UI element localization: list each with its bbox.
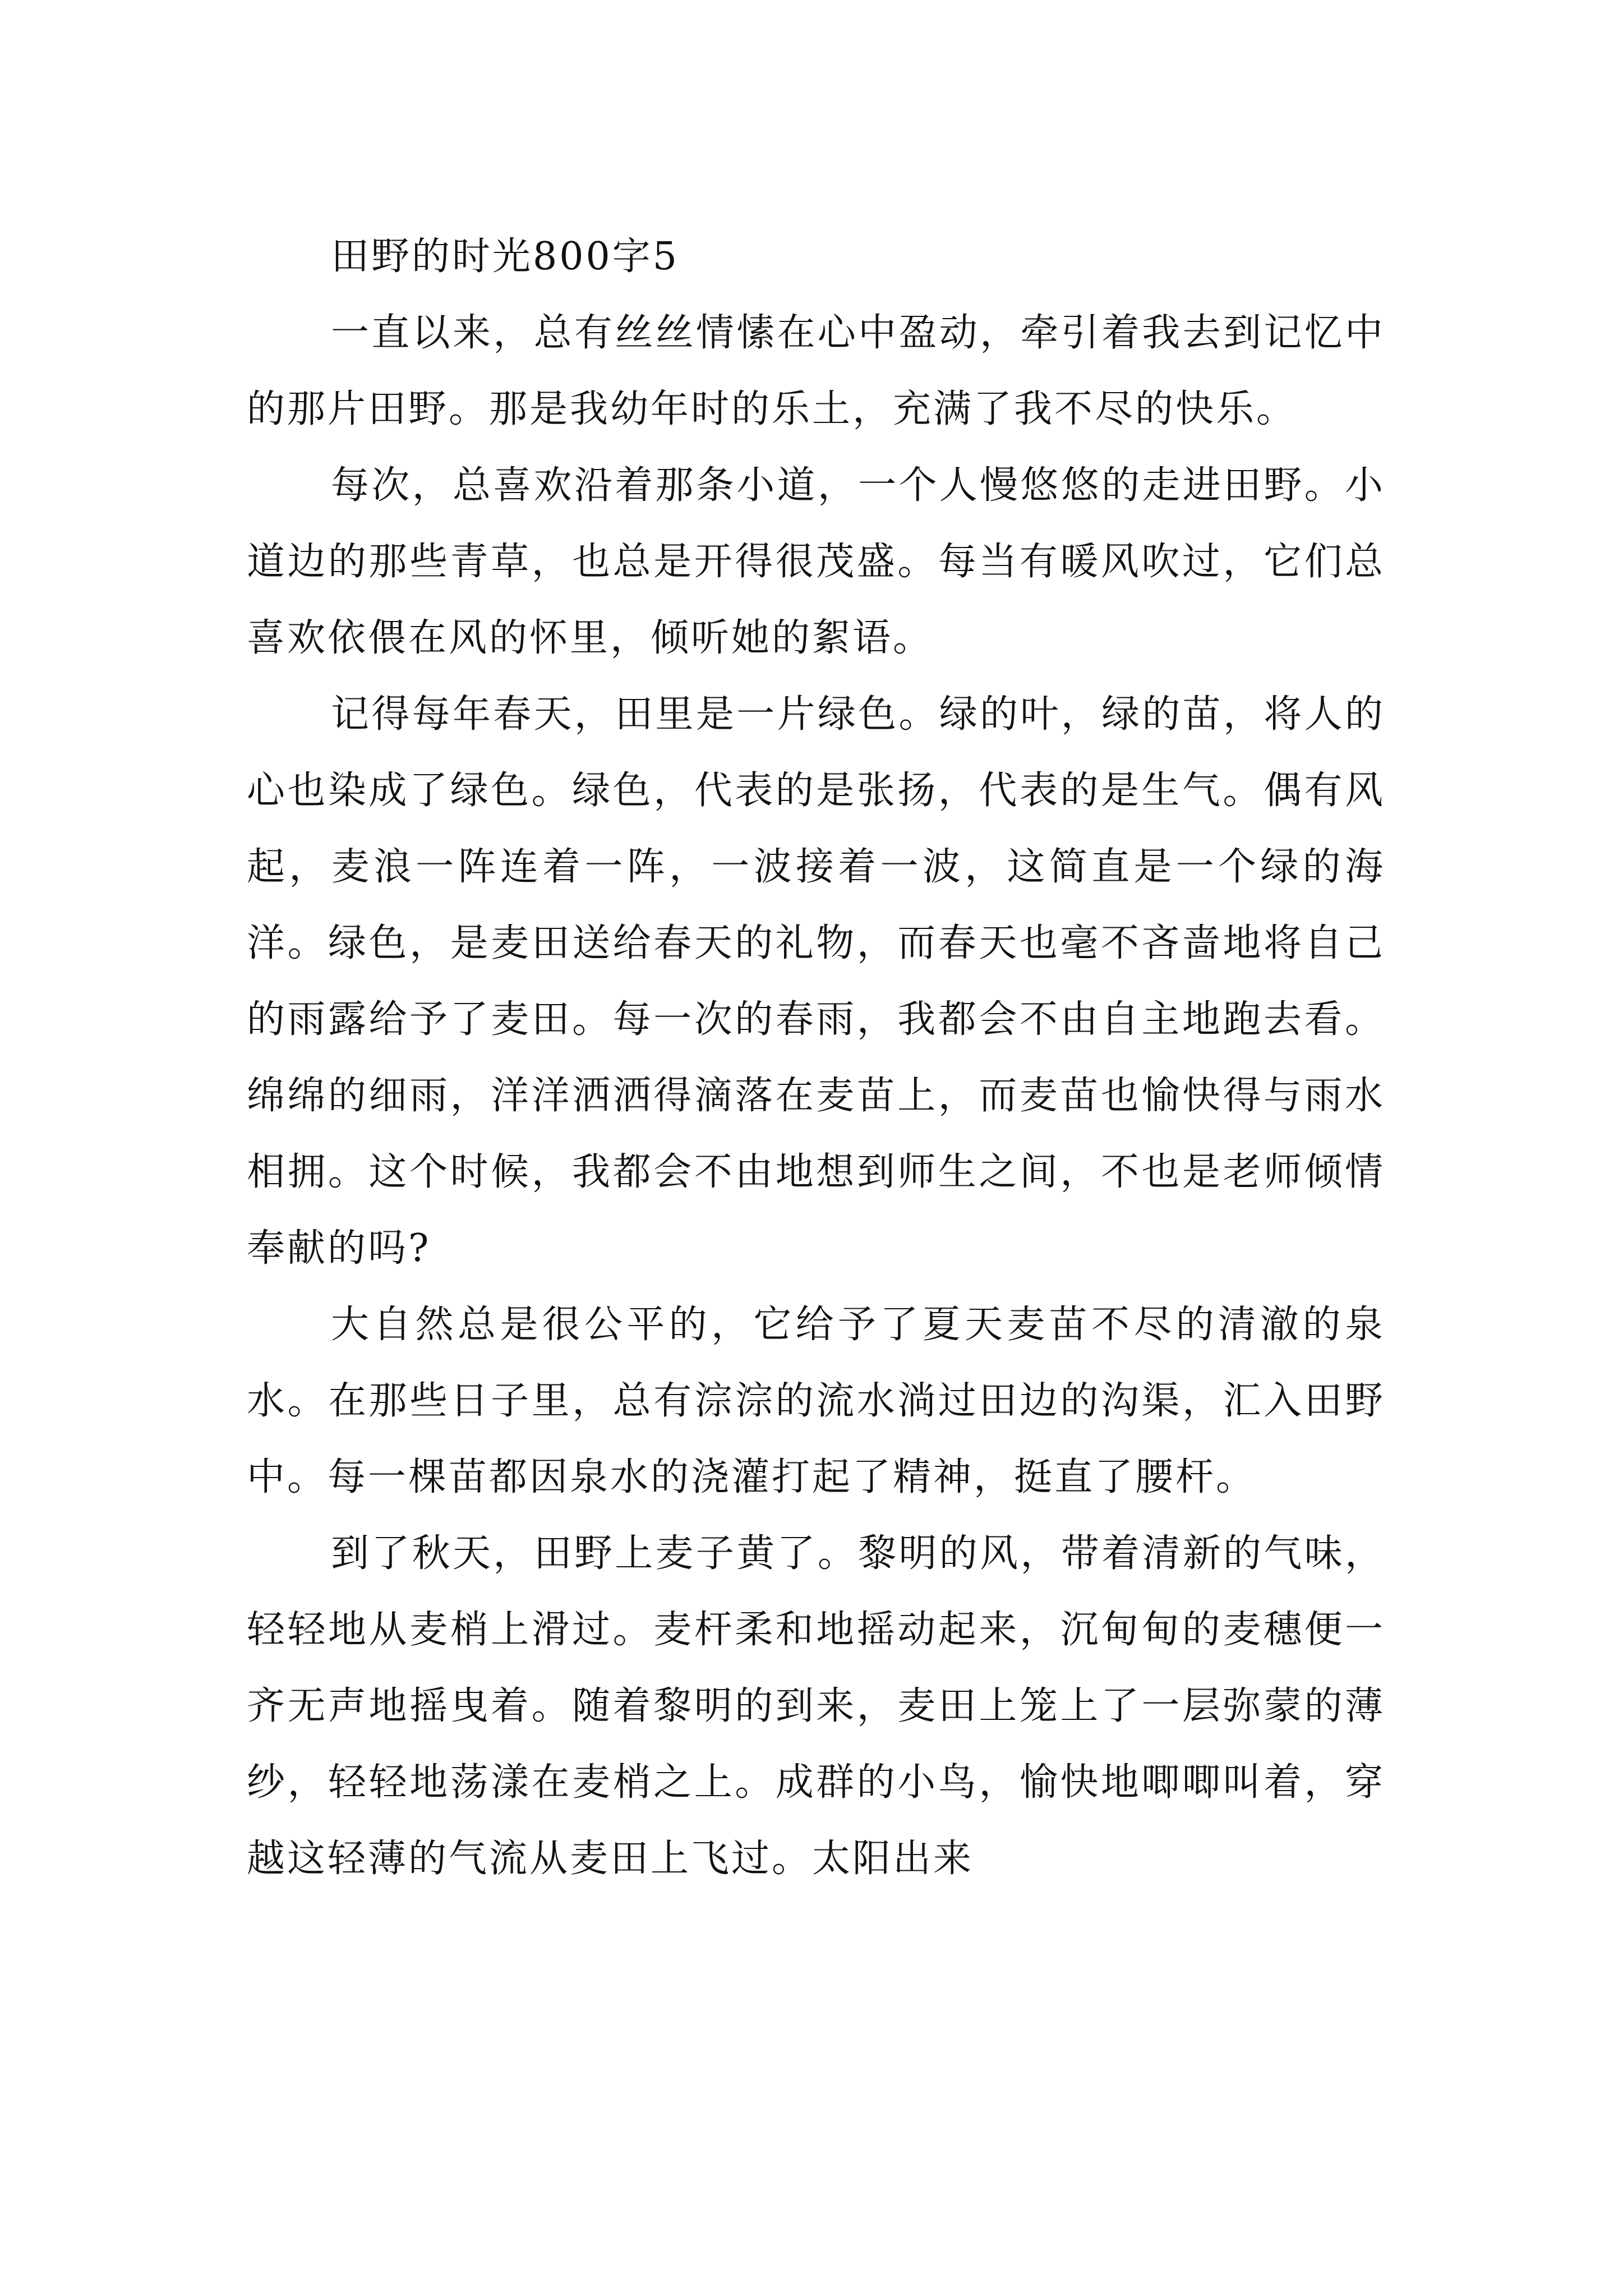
- paragraph: 记得每年春天，田里是一片绿色。绿的叶，绿的苗，将人的心也染成了绿色。绿色，代表的是张扬，代表的是生气。偶有风起，麦浪一阵连着一阵，一波接着一波，这简直是一个绿的海洋。绿色，是麦田送给春天的礼物，而春天也毫不吝啬地将自己的雨露给予了麦田。每一次的春雨，我都会不由自主地跑去看。绵绵的细雨，洋洋洒洒得滴落在麦苗上，而麦苗也愉快得与雨水相拥。这个时候，我都会不由地想到师生之间，不也是老师倾情奉献的吗?: [247, 692, 1385, 1271]
- document-title: 田野的时光800字5: [331, 234, 680, 279]
- paragraph: 到了秋天，田野上麦子黄了。黎明的风，带着清新的气味，轻轻地从麦梢上滑过。麦杆柔和地摇动起来，沉甸甸的麦穗便一齐无声地摇曳着。随着黎明的到来，麦田上笼上了一层弥蒙的薄纱，轻轻地荡漾在麦梢之上。成群的小鸟，愉快地唧唧叫着，穿越这轻薄的气流从麦田上飞过。太阳出来: [247, 1531, 1385, 1881]
- paragraph: 大自然总是很公平的，它给予了夏天麦苗不尽的清澈的泉水。在那些日子里，总有淙淙的流水淌过田边的沟渠，汇入田野中。每一棵苗都因泉水的浇灌打起了精神，挺直了腰杆。: [247, 1303, 1385, 1499]
- document-body: [247, 219, 1385, 1897]
- paragraph: 每次，总喜欢沿着那条小道，一个人慢悠悠的走进田野。小道边的那些青草，也总是开得很茂盛。每当有暖风吹过，它们总喜欢依偎在风的怀里，倾听她的絮语。: [247, 463, 1385, 660]
- paragraph: 一直以来，总有丝丝情愫在心中盈动，牵引着我去到记忆中的那片田野。那是我幼年时的乐土，充满了我不尽的快乐。: [247, 311, 1385, 431]
